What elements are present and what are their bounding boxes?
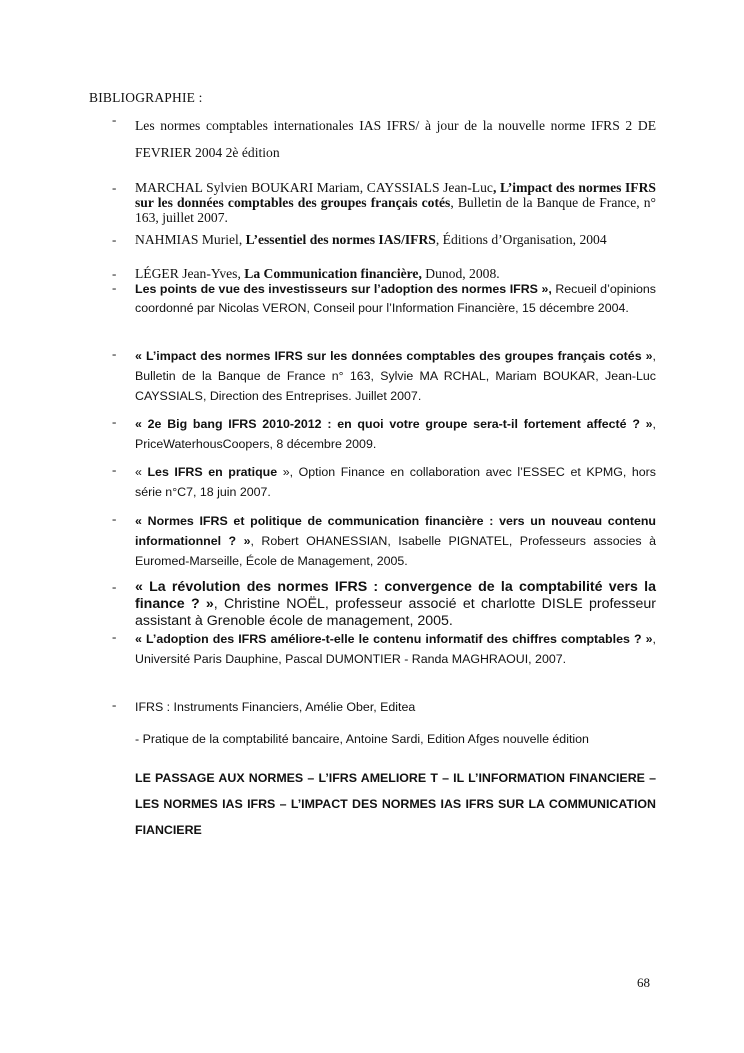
entry-author: NAHMIAS Muriel, (135, 232, 246, 247)
entry-source: , Éditions d’Organisation, 2004 (435, 232, 607, 247)
list-dash: - (112, 414, 117, 429)
list-dash: - (112, 697, 117, 712)
entry-source: , Bulletin de la Banque de France n° 163, Sylvie MA RCHAL, Mariam BOUKAR, Jean-Luc CAYSSIALS, Direction des Entreprises. Juillet 2007. (135, 349, 656, 403)
list-dash: - (112, 266, 117, 281)
list-dash: - (112, 511, 117, 526)
list-dash: - (112, 462, 117, 477)
bibliography-entry (89, 697, 656, 717)
entry-source: Dunod, 2008. (421, 266, 500, 281)
bibliography-heading: BIBLIOGRAPHIE : (89, 90, 203, 105)
list-dash: - (112, 346, 117, 361)
extra-reference-line: - Pratique de la comptabilité bancaire, Antoine Sardi, Edition Afges nouvelle édition (135, 732, 589, 746)
bibliography-entry (89, 414, 656, 454)
entry-title: Les points de vue des investisseurs sur l’adoption des normes IFRS », (135, 282, 552, 296)
bibliography-entry (89, 511, 656, 571)
bibliography-entry (89, 579, 656, 630)
entry-source: , Christine NOËL, professeur associé et charlotte DISLE professeur assistant à Grenoble école de management, 2005. (135, 596, 656, 629)
list-dash: - (112, 112, 117, 127)
entry-author: LÉGER Jean-Yves, (135, 266, 245, 281)
entry-title: Normes IFRS et politique de communication financière : vers un nouveau contenu informationnel ? » (135, 514, 656, 548)
entry-source: », Option Finance en collaboration avec l’ESSEC et KPMG, hors série n°C7, 18 juin 2007. (135, 465, 656, 499)
entry-source: , Bulletin de la Banque de France, n° 163, juillet 2007. (135, 195, 656, 225)
entry-title: « L’adoption des IFRS améliore-t-elle le contenu informatif des chiffres comptables ? » (135, 632, 653, 646)
bibliography-entry (89, 346, 656, 406)
entry-title: Les IFRS en pratique (147, 465, 278, 479)
list-dash: - (112, 629, 117, 644)
bibliography-entry (89, 232, 656, 247)
list-dash: - (112, 180, 117, 195)
entry-author: MARCHAL Sylvien BOUKARI Mariam, CAYSSIALS Jean-Luc (135, 180, 493, 195)
list-dash: - (112, 579, 117, 594)
list-dash: - (112, 280, 117, 295)
entry-title: , L’impact des normes IFRS sur les données comptables des groupes français cotés (135, 180, 656, 210)
entry-title: « L’impact des normes IFRS sur les données comptables des groupes français cotés » (135, 349, 653, 363)
entry-source: , Robert OHANESSIAN, Isabelle PIGNATEL, Professeurs associes à Euromed-Marseille, École de Management, 2005. (135, 534, 657, 568)
entry-text: Les normes comptables internationales IAS IFRS/ à jour de la nouvelle norme IFRS 2 DE FEVRIER 2004 2è édition (135, 118, 656, 160)
bibliography-entry (89, 266, 656, 281)
entry-source: , PriceWaterhousCoopers, 8 décembre 2009. (135, 417, 656, 451)
entry-source: , Université Paris Dauphine, Pascal DUMONTIER - Randa MAGHRAOUI, 2007. (135, 632, 656, 666)
entry-title: « 2e Big bang IFRS 2010-2012 : en quoi votre groupe sera-t-il fortement affecté ? » (135, 417, 653, 431)
entry-title: La Communication financière, (244, 266, 422, 281)
bibliography-entry (89, 112, 656, 166)
entry-title: « La révolution des normes IFRS : convergence de la comptabilité vers la finance ? » (135, 579, 656, 612)
bibliography-entry (89, 180, 656, 225)
closing-title: LE PASSAGE AUX NORMES – L’IFRS AMELIORE T – IL L’INFORMATION FINANCIERE – LES NORMES IAS IFRS – L’IMPACT DES NORMES IAS IFRS SUR LA COMMUNICATION FIANCIERE (135, 771, 656, 837)
bibliography-entry (89, 462, 656, 502)
bibliography-entry (89, 629, 656, 669)
entry-source: Recueil d’opinions coordonné par Nicolas VERON, Conseil pour l’Information Financière, 15 décembre 2004. (135, 282, 656, 315)
entry-quote: « (135, 514, 148, 528)
bibliography-entry (89, 280, 656, 318)
list-dash: - (112, 232, 117, 247)
entry-text: IFRS : Instruments Financiers, Amélie Ober, Editea (135, 700, 416, 714)
entry-quote: « (135, 465, 148, 479)
entry-title: L’essentiel des normes IAS/IFRS (245, 232, 436, 247)
page-number: 68 (637, 975, 650, 990)
